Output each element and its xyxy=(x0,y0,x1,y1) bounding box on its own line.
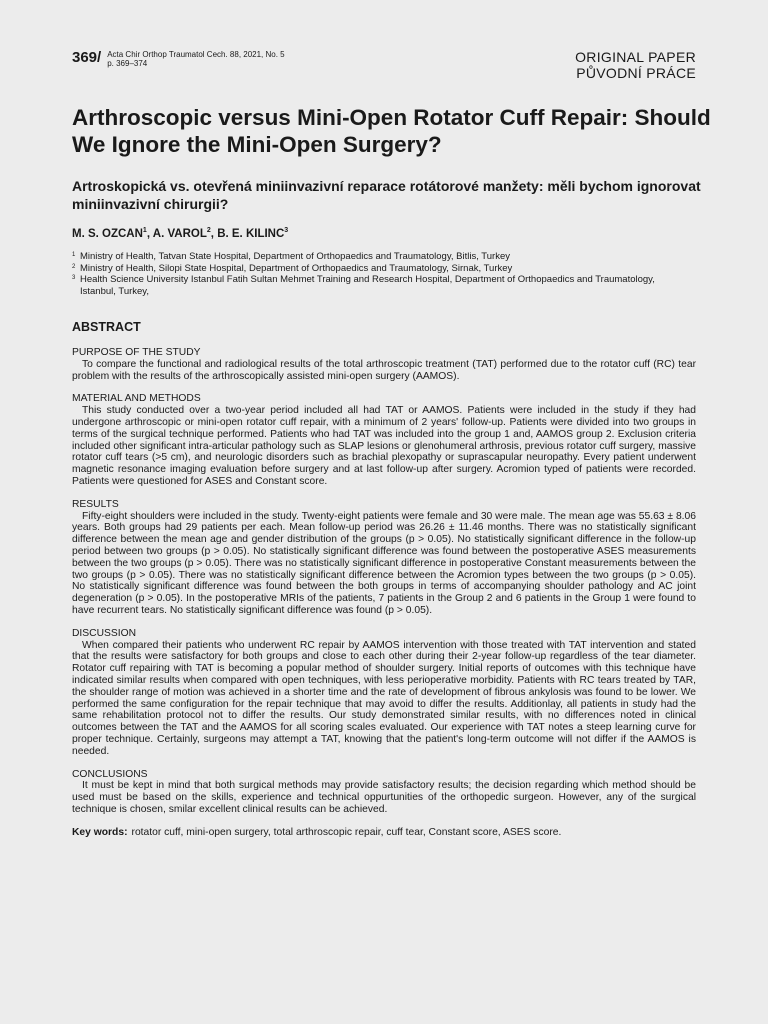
section-text: Fifty-eight shoulders were included in the study. Twenty-eight patients were female and 30 were male. The mean age was 55.63 ± 8.06 years. Both groups had 29 patients per each. Mean follow-up period was 26.26 ± 11.46 months. There was no statistically significant difference between the mean age and gender distribution of the groups (p > 0.05). No statistically significant difference in the follow-up period between two groups (p > 0.05). No statistically significant difference was found between the postoperative ASES measurements between the two groups (p > 0.05). There was no statistically significant difference in postoperative Constant measurements between the two groups (p > 0.05). There was no statistically significant difference between the Acromion types between the two groups (p > 0.05). No statistically significant difference was found between the both groups in terms of accompanying shoulder pathology and AC joint degeneration (p > 0.05). In the postoperative MRIs of the patients, 7 patients in the Group 2 and 6 patients in the Group 1 were found to have recurrent tears. No statistically significant difference was found (p > 0.05). xyxy=(72,510,696,616)
affiliation-number: 2 xyxy=(72,263,76,270)
affiliation xyxy=(72,274,692,297)
section-text: When compared their patients who underwent RC repair by AAMOS intervention with those treated with TAT intervention and stated that the results were satisfactory for both groups and close to each other during their 2-year follow-up regardless of the tear diameter. Rotator cuff repairing with TAT is becoming a popular method of shoulder surgery. Initial reports of outcomes with this technique have indicated similar results when compared with open techniques, with less perioperative morbidity. Patients with RC tears treated by TAR, the shoulder range of motion was achieved in a shorter time and the rate of development of fibrous ankylosis was found to be lower. We performed the same configuration for the repair technique that may avoid to differ the results. Additionlay, all patients in study had the same rehabilitation protocol not to differ the results. Our study demonstrated similar results, with no differences noted in clinical outcomes between the TAT and the AAMOS for all scoring scales evaluated. Our experience with TAT notes a steep learning curve for proper technique. Certainly, surgeons may attempt a TAT, knowing that the patient's long-term outcome will not differ if the AAMOS is needed. xyxy=(72,639,696,757)
article-type-cz: PŮVODNÍ PRÁCE xyxy=(576,65,696,81)
page-number: 369/ xyxy=(72,49,102,66)
journal-header xyxy=(72,50,285,68)
keywords-text: rotator cuff, mini-open surgery, total arthroscopic repair, cuff tear, Constant score, ASES score. xyxy=(131,826,562,838)
section-heading: MATERIAL AND METHODS xyxy=(72,393,201,405)
author-affiliation-mark: 2 xyxy=(206,227,211,234)
author-name: M. S. OZCAN xyxy=(72,227,143,240)
abstract-section-methods xyxy=(72,393,696,487)
author-name: A. VAROL xyxy=(152,227,207,240)
section-text: To compare the functional and radiological results of the total arthroscopic treatment (TAT) performed due to the rotator cuff (RC) tear problem with the results of the arthroscopically assisted mini-open surgery (AAMOS). xyxy=(72,358,696,382)
author-separator: , xyxy=(146,227,153,240)
section-heading: PURPOSE OF THE STUDY xyxy=(72,347,201,358)
abstract-body xyxy=(72,347,696,838)
article-title: Arthroscopic versus Mini-Open Rotator Cuff Repair: Should We Ignore the Mini-Open Surgery? xyxy=(72,105,711,157)
abstract-section-results xyxy=(72,499,696,617)
affiliation-text: Ministry of Health, Tatvan State Hospital, Department of Orthopaedics and Traumatology, Bitlis, Turkey xyxy=(80,251,510,262)
abstract-section-conclusions xyxy=(72,769,696,816)
affiliation xyxy=(72,263,692,275)
affiliation xyxy=(72,251,692,263)
affiliation-number: 1 xyxy=(72,252,76,258)
affiliation-list xyxy=(72,251,692,297)
affiliation-number: 3 xyxy=(72,275,76,281)
author-list xyxy=(72,224,288,241)
journal-pages-line: p. 369–374 xyxy=(107,59,148,68)
journal-citation xyxy=(107,50,284,68)
article-type xyxy=(575,49,696,81)
abstract-heading: ABSTRACT xyxy=(72,320,141,334)
keywords xyxy=(72,827,696,839)
section-text: This study conducted over a two-year period included all had TAT or AAMOS. Patients were included in the study if they had undergone arthroscopic or mini-open rotator cuff repair, with a minimum of 2 years' follow-up. Patients were divided into two groups in terms of the surgical technique performed. Patients who had TAT was included into the group 1 and, AAMOS group 2. Exclusion criteria included other significant intra-articular pathology such as SLAP lesions or glenohumeral arthrosis, previous rotator cuff surgery, massive rotator cuff tears (>5 cm), and neurologic disorders such as brachial plexopathy or suprascapular neuropathy. Every patient underwent magnetic resonance imaging evaluation before surgery and at last follow-up after surgery. Acromion typed of patients were recorded. Patients were questioned for ASES and Constant score. xyxy=(72,405,696,487)
section-text: It must be kept in mind that both surgical methods may provide satisfactory results; the decision regarding which method should be used must be based on the skills, experience and technical oppurtunities of the orthopedic surgeon. However, any of the surgical technique is chosen, smilar excellent clinical results can be achieved. xyxy=(72,780,696,815)
section-heading: CONCLUSIONS xyxy=(72,768,148,780)
author-name: B. E. KILINC xyxy=(217,227,285,240)
author-separator: , xyxy=(210,227,218,240)
keywords-label: Key words: xyxy=(72,826,128,838)
section-heading: DISCUSSION xyxy=(72,627,137,639)
section-heading: RESULTS xyxy=(72,498,119,510)
affiliation-text: Health Science University Istanbul Fatih Sultan Mehmet Training and Research Hospital, Department of Orthopaedics and Traumatology, Istanbul, Turkey, xyxy=(80,274,655,297)
journal-citation-line: Acta Chir Orthop Traumatol Cech. 88, 2021, No. 5 xyxy=(107,50,285,59)
abstract-section-purpose xyxy=(72,347,696,382)
author-affiliation-mark: 1 xyxy=(142,227,147,234)
article-type-en: ORIGINAL PAPER xyxy=(575,49,696,65)
abstract-section-discussion xyxy=(72,628,696,758)
author-affiliation-mark: 3 xyxy=(284,227,289,234)
article-subtitle: Artroskopická vs. otevřená miniinvazivní reparace rotátorové manžety: měli bychom ignorovat miniinvazivní chirurgii? xyxy=(72,178,701,212)
affiliation-text: Ministry of Health, Silopi State Hospital, Department of Orthopaedics and Traumatology, Sirnak, Turkey xyxy=(80,262,513,274)
